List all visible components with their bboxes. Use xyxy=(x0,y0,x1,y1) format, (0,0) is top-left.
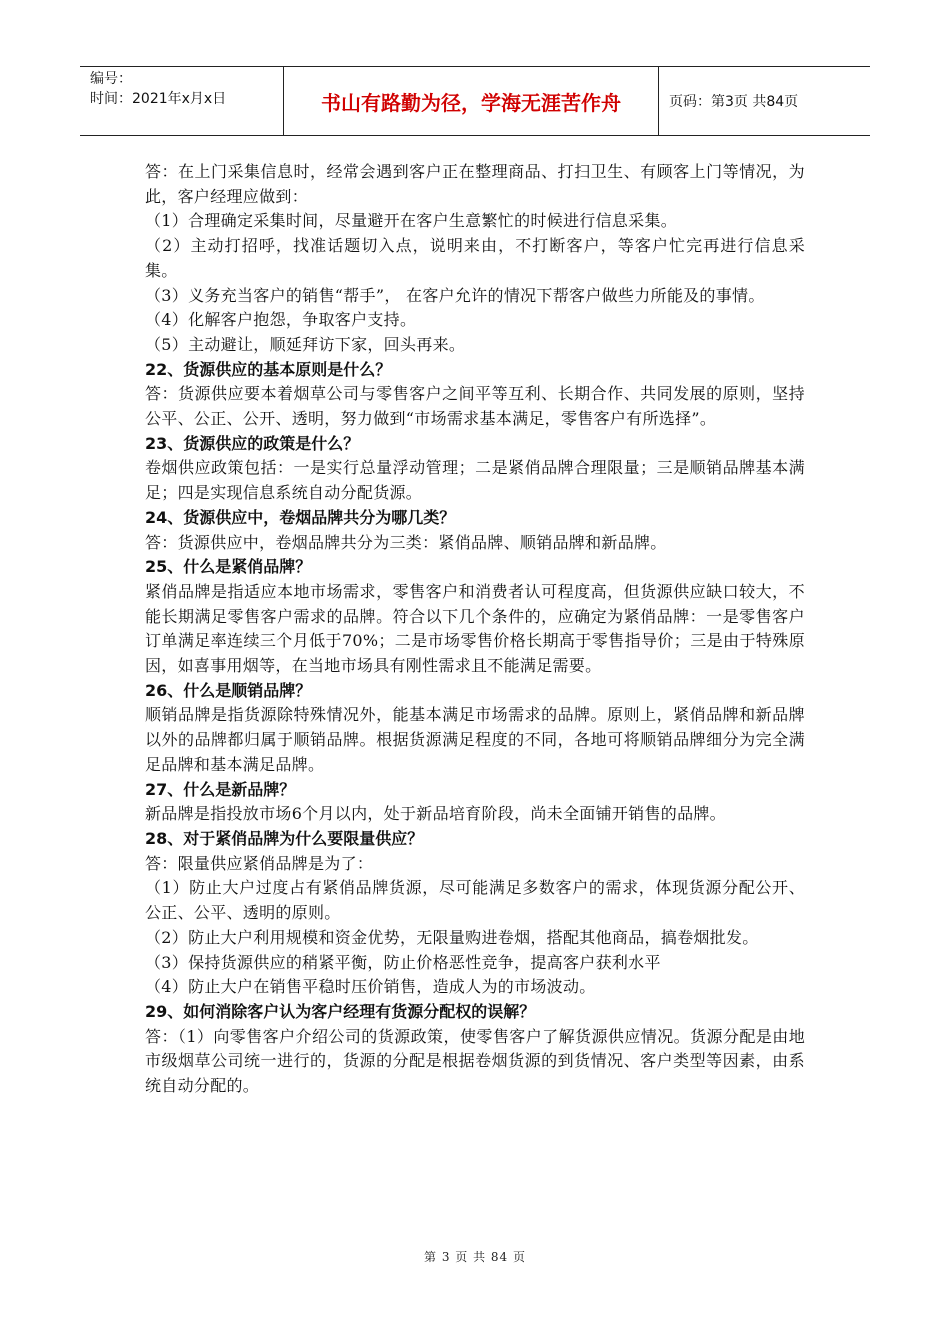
header-date: 时间：2021年x月x日 xyxy=(90,91,227,107)
question-heading: 26、什么是顺销品牌？ xyxy=(145,680,312,700)
question-heading: 28、对于紧俏品牌为什么要限量供应？ xyxy=(145,828,424,848)
paragraph: 答：货源供应要本着烟草公司与零售客户之间平等互利、长期合作、共同发展的原则，坚持公平、公正、公开、透明，努力做到“市场需求基本满足，零售客户有所选择”。 xyxy=(145,384,805,429)
paragraph: （1）合理确定采集时间，尽量避开在客户生意繁忙的时候进行信息采集。 xyxy=(145,211,678,231)
paragraph: 答：货源供应中，卷烟品牌共分为三类：紧俏品牌、顺销品牌和新品牌。 xyxy=(145,532,667,552)
paragraph: 紧俏品牌是指适应本地市场需求，零售客户和消费者认可程度高，但货源供应缺口较大，不能长期满足零售客户需求的品牌。符合以下几个条件的，应确定为紧俏品牌：一是零售客户订单满足率连续三个月低于70%；二是市场零售价格长期高于零售指导价；三是由于特殊原因，如喜事用烟等，在当地市场具有刚性需求且不能满足需要。 xyxy=(145,581,805,676)
paragraph: 答：（1）向零售客户介绍公司的货源政策，使零售客户了解货源供应情况。货源分配是由地市级烟草公司统一进行的，货源的分配是根据卷烟货源的到货情况、客户类型等因素，由系统自动分配的。 xyxy=(145,1026,805,1096)
paragraph: 卷烟供应政策包括：一是实行总量浮动管理；二是紧俏品牌合理限量；三是顺销品牌基本满足；四是实现信息系统自动分配货源。 xyxy=(145,458,805,503)
page-header xyxy=(80,66,870,136)
header-page-info: 页码：第3页 共84页 xyxy=(669,94,799,110)
document-body xyxy=(145,160,805,1099)
paragraph: （4）化解客户抱怨，争取客户支持。 xyxy=(145,310,417,330)
paragraph: （4）防止大户在销售平稳时压价销售，造成人为的市场波动。 xyxy=(145,977,596,997)
paragraph: （3）义务充当客户的销售“帮手”， 在客户允许的情况下帮客户做些力所能及的事情。 xyxy=(145,285,765,305)
page-footer: 第 3 页 共 84 页 xyxy=(424,1250,526,1264)
paragraph: （2）防止大户利用规模和资金优势，无限量购进卷烟，搭配其他商品，搞卷烟批发。 xyxy=(145,927,759,947)
question-heading: 24、货源供应中，卷烟品牌共分为哪几类？ xyxy=(145,507,456,527)
question-heading: 25、什么是紧俏品牌？ xyxy=(145,557,312,577)
question-heading: 22、货源供应的基本原则是什么？ xyxy=(145,359,392,379)
question-heading: 23、货源供应的政策是什么？ xyxy=(145,433,360,453)
header-meta xyxy=(80,67,284,135)
paragraph: （5）主动避让，顺延拜访下家，回头再来。 xyxy=(145,334,466,354)
paragraph: （1）防止大户过度占有紧俏品牌货源，尽可能满足多数客户的需求，体现货源分配公开、公正、公平、透明的原则。 xyxy=(145,878,805,923)
question-heading: 27、什么是新品牌？ xyxy=(145,779,296,799)
paragraph: 新品牌是指投放市场6个月以内，处于新品培育阶段，尚未全面铺开销售的品牌。 xyxy=(145,804,726,824)
header-number: 编号： xyxy=(90,71,132,87)
paragraph: 顺销品牌是指货源除特殊情况外，能基本满足市场需求的品牌。原则上，紧俏品牌和新品牌以外的品牌都归属于顺销品牌。根据货源满足程度的不同，各地可将顺销品牌细分为完全满足品牌和基本满足品牌。 xyxy=(145,705,805,774)
paragraph: 答：在上门采集信息时，经常会遇到客户正在整理商品、打扫卫生、有顾客上门等情况，为此，客户经理应做到： xyxy=(145,162,805,206)
paragraph: 答：限量供应紧俏品牌是为了： xyxy=(145,853,374,873)
paragraph: （3）保持货源供应的稍紧平衡，防止价格恶性竞争，提高客户获利水平 xyxy=(145,952,661,972)
paragraph: （2）主动打招呼，找准话题切入点，说明来由，不打断客户，等客户忙完再进行信息采集。 xyxy=(145,236,805,280)
question-heading: 29、如何消除客户认为客户经理有货源分配权的误解？ xyxy=(145,1001,536,1021)
header-motto: 书山有路勤为径，学海无涯苦作舟 xyxy=(284,67,659,135)
